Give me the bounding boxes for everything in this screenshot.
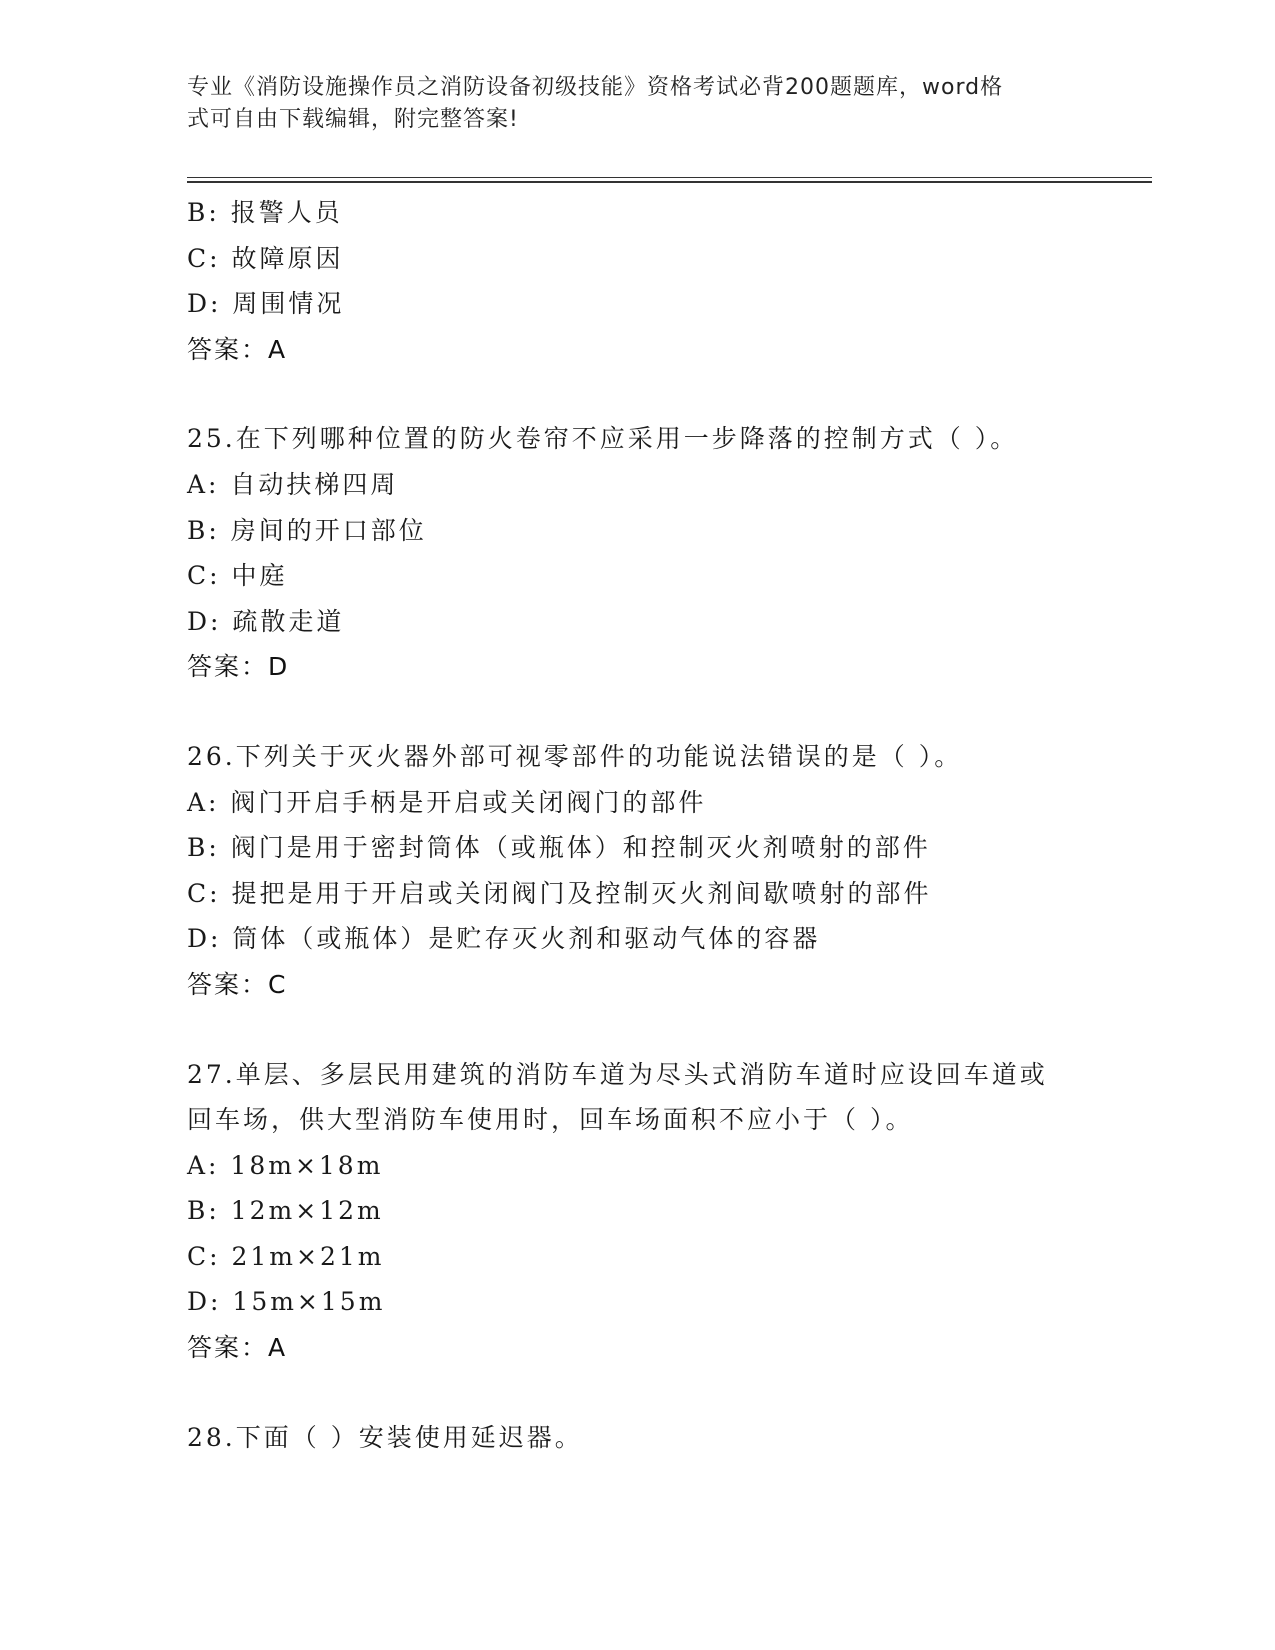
- question-text: 26.下列关于灭火器外部可视零部件的功能说法错误的是（ ）。: [187, 741, 963, 771]
- question-block-26: [187, 734, 1087, 1008]
- answer-label: 答案：D: [187, 652, 290, 682]
- option-a: A: 自动扶梯四周: [187, 469, 399, 499]
- option-d: D: 周围情况: [187, 289, 345, 319]
- option-b: B: 报警人员: [187, 198, 343, 227]
- question-text: 25.在下列哪种位置的防火卷帘不应采用一步降落的控制方式（ ）。: [187, 424, 1019, 454]
- spacer: [187, 690, 1087, 734]
- option-d: D: 15m×15m: [187, 1287, 386, 1317]
- header-divider-thin: [187, 177, 1152, 178]
- question-block-28: [187, 1415, 1087, 1461]
- question-text: 28.下面（ ）安装使用延迟器。: [187, 1422, 583, 1452]
- option-b: B: 12m×12m: [187, 1196, 384, 1226]
- option-d: D: 筒体（或瓶体）是贮存灭火剂和驱动气体的容器: [187, 924, 821, 954]
- answer-label: 答案：A: [187, 334, 288, 364]
- spacer: [187, 372, 1087, 416]
- question-block-25: [187, 416, 1087, 690]
- answer-label: 答案：C: [187, 969, 288, 999]
- answer-label: 答案：A: [187, 1333, 288, 1363]
- question-block-24: [187, 190, 1087, 372]
- option-a: A: 18m×18m: [187, 1150, 384, 1180]
- spacer: [187, 1008, 1087, 1052]
- header-line-1: 专业《消防设施操作员之消防设备初级技能》资格考试必背200题题库，word格: [187, 75, 1004, 100]
- option-d: D: 疏散走道: [187, 606, 345, 636]
- header-line-2: 式可自由下载编辑，附完整答案!: [187, 107, 519, 132]
- document-header: [187, 72, 1067, 136]
- option-b: B: 房间的开口部位: [187, 515, 427, 545]
- question-list: [187, 190, 1087, 1460]
- option-c: C: 21m×21m: [187, 1241, 385, 1271]
- option-a: A: 阀门开启手柄是开启或关闭阀门的部件: [187, 787, 707, 817]
- option-b: B: 阀门是用于密封筒体（或瓶体）和控制灭火剂喷射的部件: [187, 833, 931, 863]
- option-c: C: 故障原因: [187, 243, 344, 273]
- question-text-line-1: 27.单层、多层民用建筑的消防车道为尽头式消防车道时应设回车道或: [187, 1059, 1048, 1089]
- question-block-27: [187, 1052, 1087, 1371]
- question-text-line-2: 回车场，供大型消防车使用时，回车场面积不应小于（ ）。: [187, 1105, 914, 1135]
- option-c: C: 提把是用于开启或关闭阀门及控制灭火剂间歇喷射的部件: [187, 878, 932, 908]
- spacer: [187, 1371, 1087, 1415]
- header-divider-thick: [187, 181, 1152, 183]
- option-c: C: 中庭: [187, 561, 288, 591]
